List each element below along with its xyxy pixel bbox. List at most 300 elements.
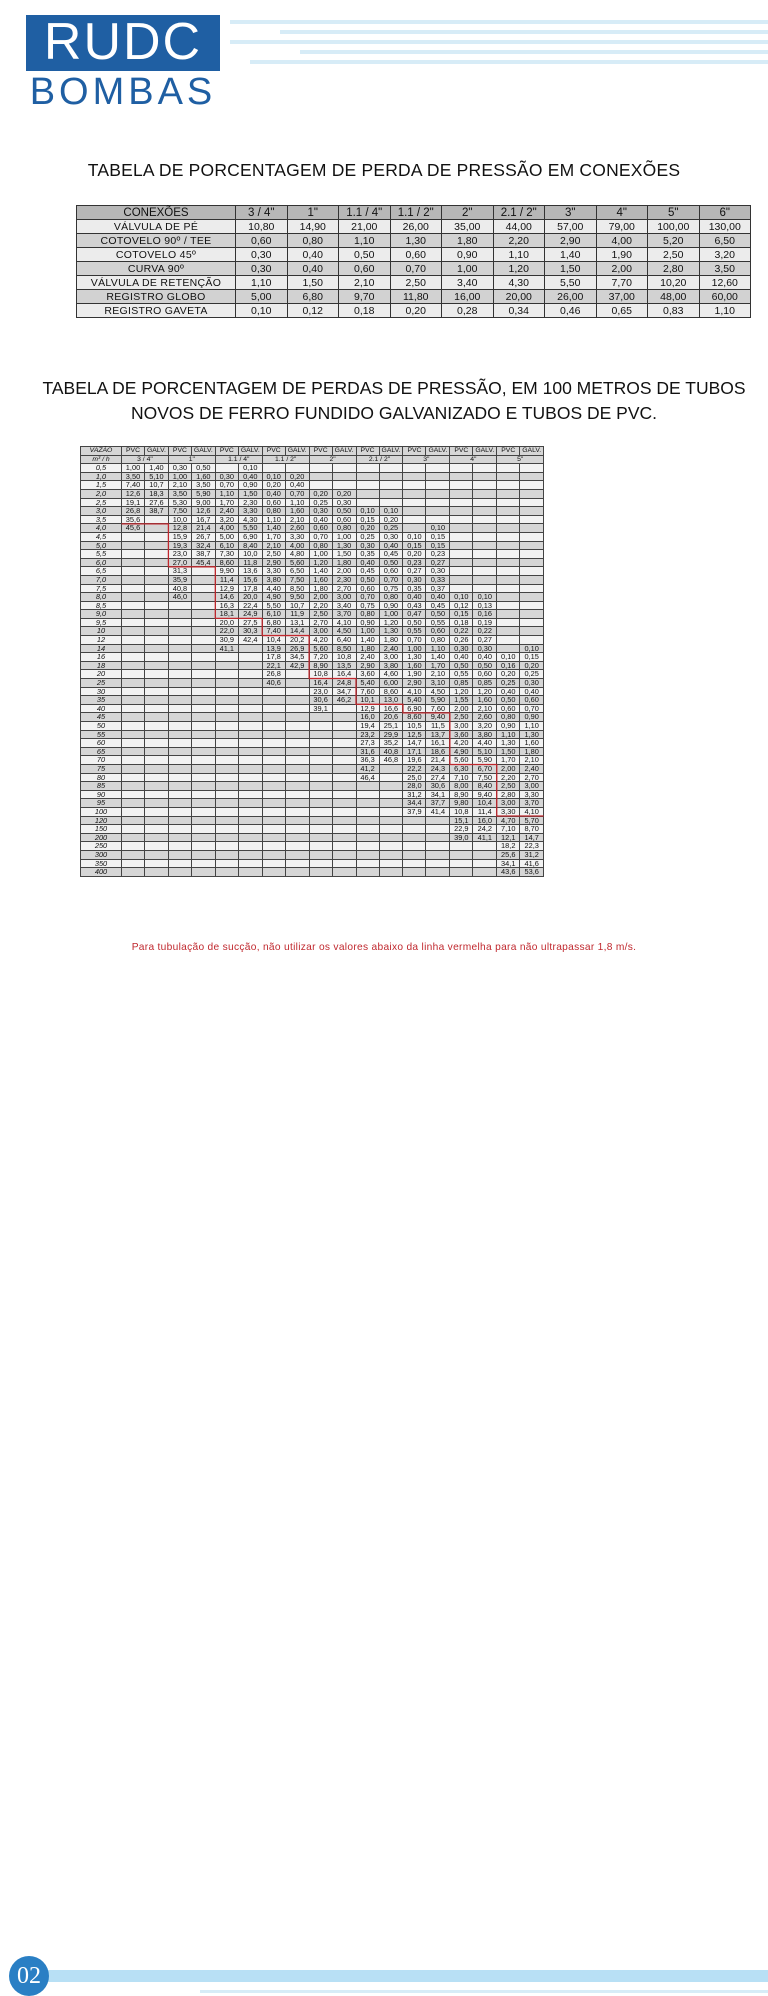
table-row (81, 627, 544, 636)
loss-value: 1,00 (332, 532, 356, 541)
loss-value: 1,60 (309, 575, 332, 584)
flow-value: 9,0 (81, 610, 122, 619)
size-header: 3" (403, 455, 450, 464)
loss-value: 31,3 (168, 567, 191, 576)
loss-value: 22,0 (215, 627, 238, 636)
loss-value: 4,20 (450, 739, 473, 748)
loss-value (497, 601, 520, 610)
material-header: PVC (356, 447, 379, 456)
table-row (81, 507, 544, 516)
loss-value (191, 661, 215, 670)
pipe-loss-table (80, 446, 544, 877)
loss-value (122, 773, 145, 782)
loss-value (403, 868, 426, 877)
loss-value (520, 550, 544, 559)
loss-value: 13,0 (379, 696, 403, 705)
loss-value (426, 481, 450, 490)
loss-value (215, 790, 238, 799)
loss-value: 12,6 (191, 507, 215, 516)
loss-value: 0,40 (473, 653, 497, 662)
loss-value: 13,6 (238, 567, 262, 576)
loss-value (262, 799, 285, 808)
loss-value (215, 756, 238, 765)
flow-value: 0,5 (81, 464, 122, 473)
loss-value (145, 644, 169, 653)
flow-value: 60 (81, 739, 122, 748)
flow-value: 200 (81, 833, 122, 842)
loss-value: 7,50 (473, 773, 497, 782)
loss-value: 0,23 (426, 550, 450, 559)
loss-value: 9,40 (473, 790, 497, 799)
loss-value (473, 472, 497, 481)
loss-value (262, 825, 285, 834)
loss-value: 2,40 (520, 764, 544, 773)
loss-value (473, 498, 497, 507)
header (0, 0, 768, 120)
loss-value: 0,70 (356, 593, 379, 602)
loss-value (332, 859, 356, 868)
loss-value (122, 567, 145, 576)
flow-value: 1,5 (81, 481, 122, 490)
table-row (81, 722, 544, 731)
loss-value (520, 541, 544, 550)
loss-value (379, 790, 403, 799)
loss-value: 0,90 (356, 618, 379, 627)
loss-value (379, 764, 403, 773)
loss-value: 10,7 (285, 601, 309, 610)
loss-value: 1,40 (262, 524, 285, 533)
material-header: PVC (215, 447, 238, 456)
loss-value (122, 696, 145, 705)
loss-value (168, 859, 191, 868)
loss-value (145, 722, 169, 731)
loss-value (238, 747, 262, 756)
loss-value: 1,50 (332, 550, 356, 559)
loss-value: 10,8 (309, 670, 332, 679)
loss-value: 2,70 (332, 584, 356, 593)
cell-value: 6,50 (699, 234, 751, 248)
loss-value: 16,4 (332, 670, 356, 679)
loss-value: 2,80 (497, 790, 520, 799)
loss-value: 0,20 (332, 489, 356, 498)
loss-value: 41,2 (356, 764, 379, 773)
loss-value (520, 472, 544, 481)
cell-value: 1,00 (442, 262, 494, 276)
flow-value: 250 (81, 842, 122, 851)
loss-value: 2,10 (520, 756, 544, 765)
cell-value: 10,20 (648, 276, 700, 290)
loss-value (332, 842, 356, 851)
loss-value (191, 790, 215, 799)
loss-value (262, 790, 285, 799)
column-header-size: 1.1 / 2" (390, 206, 442, 220)
loss-value: 0,40 (403, 593, 426, 602)
loss-value (215, 464, 238, 473)
loss-value (168, 799, 191, 808)
loss-value (473, 859, 497, 868)
loss-value (332, 739, 356, 748)
loss-value: 0,10 (379, 507, 403, 516)
loss-value (145, 842, 169, 851)
cell-value: 1,30 (390, 234, 442, 248)
loss-value (238, 722, 262, 731)
loss-value: 4,50 (332, 627, 356, 636)
loss-value (426, 464, 450, 473)
table-row (81, 799, 544, 808)
loss-value: 22,2 (403, 764, 426, 773)
loss-value: 8,50 (285, 584, 309, 593)
loss-value (356, 782, 379, 791)
cell-value: 0,46 (545, 304, 597, 318)
loss-value (145, 550, 169, 559)
loss-value (168, 713, 191, 722)
loss-value: 0,50 (191, 464, 215, 473)
loss-value (520, 507, 544, 516)
loss-value (191, 636, 215, 645)
loss-value: 0,75 (356, 601, 379, 610)
loss-value: 0,20 (379, 515, 403, 524)
loss-value (497, 610, 520, 619)
loss-value: 0,10 (426, 524, 450, 533)
loss-value (450, 541, 473, 550)
loss-value (379, 481, 403, 490)
loss-value (309, 790, 332, 799)
loss-value (238, 696, 262, 705)
loss-value: 0,23 (403, 558, 426, 567)
loss-value (262, 859, 285, 868)
row-label: VÁLVULA DE PÉ (77, 220, 236, 234)
loss-value (497, 515, 520, 524)
loss-value: 26,8 (262, 670, 285, 679)
loss-value: 17,8 (262, 653, 285, 662)
loss-value: 0,30 (356, 541, 379, 550)
loss-value: 29,9 (379, 730, 403, 739)
cell-value: 0,40 (287, 248, 339, 262)
loss-value (450, 550, 473, 559)
loss-value (426, 859, 450, 868)
cell-value: 0,83 (648, 304, 700, 318)
loss-value (520, 464, 544, 473)
table2-title: TABELA DE PORCENTAGEM DE PERDAS DE PRESSÃO, EM 100 METROS DE TUBOS NOVOS DE FERRO FUNDIDO GALVANIZADO E TUBOS DE PVC. (42, 378, 746, 423)
loss-value (403, 515, 426, 524)
cell-value: 57,00 (545, 220, 597, 234)
loss-value: 0,30 (332, 498, 356, 507)
loss-value: 8,90 (309, 661, 332, 670)
loss-value (168, 790, 191, 799)
loss-value (215, 661, 238, 670)
loss-value (168, 636, 191, 645)
loss-value: 42,9 (285, 661, 309, 670)
table-row (81, 567, 544, 576)
loss-value: 0,40 (238, 472, 262, 481)
loss-value (122, 850, 145, 859)
loss-value: 22,3 (520, 842, 544, 851)
loss-value: 8,60 (403, 713, 426, 722)
loss-value: 7,10 (450, 773, 473, 782)
flow-value: 9,5 (81, 618, 122, 627)
loss-value: 0,60 (520, 696, 544, 705)
loss-value (122, 833, 145, 842)
loss-value: 40,8 (168, 584, 191, 593)
loss-value: 4,70 (497, 816, 520, 825)
loss-value (520, 593, 544, 602)
loss-value (191, 782, 215, 791)
loss-value (122, 584, 145, 593)
loss-value (215, 807, 238, 816)
table-row (77, 248, 751, 262)
table-row (81, 859, 544, 868)
loss-value: 0,80 (262, 507, 285, 516)
loss-value (285, 696, 309, 705)
flow-value: 6,0 (81, 558, 122, 567)
loss-value (473, 507, 497, 516)
table-row (81, 842, 544, 851)
loss-value: 1,00 (168, 472, 191, 481)
loss-value (356, 481, 379, 490)
loss-value: 0,15 (426, 541, 450, 550)
loss-value: 6,90 (238, 532, 262, 541)
loss-value: 8,60 (215, 558, 238, 567)
loss-value: 0,33 (426, 575, 450, 584)
loss-value (332, 464, 356, 473)
loss-value (262, 730, 285, 739)
loss-value (215, 696, 238, 705)
loss-value (145, 532, 169, 541)
loss-value (145, 816, 169, 825)
loss-value: 1,30 (520, 730, 544, 739)
loss-value (122, 764, 145, 773)
loss-value (215, 868, 238, 877)
loss-value (450, 489, 473, 498)
material-header: GALV. (473, 447, 497, 456)
loss-value: 46,0 (168, 593, 191, 602)
loss-value (285, 825, 309, 834)
loss-value: 0,40 (285, 481, 309, 490)
loss-value: 38,7 (191, 550, 215, 559)
loss-value: 16,3 (215, 601, 238, 610)
loss-value: 2,90 (403, 679, 426, 688)
loss-value (122, 747, 145, 756)
cell-value: 4,00 (596, 234, 648, 248)
loss-value (473, 550, 497, 559)
footer-bar (36, 1970, 768, 1982)
loss-value: 0,30 (403, 575, 426, 584)
column-header-size: 1.1 / 4" (339, 206, 391, 220)
loss-value (473, 567, 497, 576)
loss-value (450, 507, 473, 516)
cell-value: 1,50 (287, 276, 339, 290)
loss-value (332, 713, 356, 722)
loss-value: 1,55 (450, 696, 473, 705)
loss-value: 2,30 (238, 498, 262, 507)
flow-value: 85 (81, 782, 122, 791)
cell-value: 4,30 (493, 276, 545, 290)
table-row (77, 276, 751, 290)
flow-value: 120 (81, 816, 122, 825)
material-header: PVC (122, 447, 145, 456)
loss-value (238, 713, 262, 722)
loss-value (122, 679, 145, 688)
loss-value: 0,10 (450, 593, 473, 602)
loss-value: 0,40 (450, 653, 473, 662)
loss-value (426, 850, 450, 859)
loss-value: 1,40 (426, 653, 450, 662)
cell-value: 2,90 (545, 234, 597, 248)
loss-value: 41,6 (520, 859, 544, 868)
loss-value (145, 661, 169, 670)
flow-value: 150 (81, 825, 122, 834)
loss-value: 0,10 (403, 532, 426, 541)
loss-value (215, 713, 238, 722)
loss-value: 41,1 (215, 644, 238, 653)
loss-value (356, 807, 379, 816)
table-row (81, 532, 544, 541)
loss-value: 35,2 (379, 739, 403, 748)
loss-value (497, 627, 520, 636)
loss-value (332, 782, 356, 791)
loss-value: 0,13 (473, 601, 497, 610)
loss-value (285, 790, 309, 799)
loss-value (168, 730, 191, 739)
loss-value (191, 679, 215, 688)
loss-value: 2,00 (332, 567, 356, 576)
loss-value (238, 764, 262, 773)
size-header: 3 / 4" (122, 455, 169, 464)
loss-value: 9,00 (191, 498, 215, 507)
cell-value: 1,10 (699, 304, 751, 318)
loss-value: 43,6 (497, 868, 520, 877)
loss-value: 0,60 (426, 627, 450, 636)
loss-value: 16,0 (356, 713, 379, 722)
material-header: GALV. (520, 447, 544, 456)
loss-value (168, 610, 191, 619)
loss-value (238, 790, 262, 799)
loss-value (356, 489, 379, 498)
loss-value: 0,70 (403, 636, 426, 645)
table-row (77, 290, 751, 304)
loss-value: 0,55 (403, 627, 426, 636)
loss-value: 2,10 (426, 670, 450, 679)
loss-value: 4,80 (285, 550, 309, 559)
loss-value (262, 687, 285, 696)
loss-value: 0,40 (520, 687, 544, 696)
loss-value (520, 618, 544, 627)
loss-value: 1,30 (403, 653, 426, 662)
loss-value: 10,4 (473, 799, 497, 808)
loss-value: 0,50 (450, 661, 473, 670)
loss-value (379, 464, 403, 473)
loss-value (238, 661, 262, 670)
loss-value: 3,20 (473, 722, 497, 731)
loss-value (191, 868, 215, 877)
loss-value (356, 842, 379, 851)
loss-value (168, 653, 191, 662)
loss-value (215, 859, 238, 868)
loss-value (122, 807, 145, 816)
loss-value (215, 816, 238, 825)
loss-value: 0,10 (497, 653, 520, 662)
row-label: COTOVELO 90º / TEE (77, 234, 236, 248)
column-header-conexoes: CONEXÕES (77, 206, 236, 220)
loss-value (332, 825, 356, 834)
loss-value: 21,4 (426, 756, 450, 765)
cell-value: 1,20 (493, 262, 545, 276)
loss-value: 37,7 (426, 799, 450, 808)
loss-value (403, 833, 426, 842)
loss-value: 31,2 (403, 790, 426, 799)
loss-value: 1,40 (309, 567, 332, 576)
loss-value (145, 575, 169, 584)
loss-value: 17,1 (403, 747, 426, 756)
loss-value: 1,30 (497, 739, 520, 748)
flow-value: 5,5 (81, 550, 122, 559)
loss-value (191, 842, 215, 851)
loss-value: 4,50 (426, 687, 450, 696)
loss-value (356, 799, 379, 808)
loss-value (262, 842, 285, 851)
loss-value: 10,5 (403, 722, 426, 731)
loss-value: 0,60 (356, 584, 379, 593)
loss-value: 2,70 (309, 618, 332, 627)
loss-value: 4,60 (379, 670, 403, 679)
loss-value (497, 532, 520, 541)
loss-value (168, 816, 191, 825)
loss-value (145, 850, 169, 859)
loss-value: 0,40 (426, 593, 450, 602)
loss-value: 2,10 (285, 515, 309, 524)
loss-value (285, 833, 309, 842)
loss-value: 1,60 (473, 696, 497, 705)
loss-value (168, 601, 191, 610)
logo-subtitle: BOMBAS (29, 71, 217, 113)
loss-value: 4,40 (473, 739, 497, 748)
loss-value: 0,45 (426, 601, 450, 610)
loss-value (191, 764, 215, 773)
loss-value (238, 679, 262, 688)
loss-value (285, 730, 309, 739)
loss-value: 0,12 (450, 601, 473, 610)
loss-value (309, 807, 332, 816)
loss-value: 5,70 (520, 816, 544, 825)
loss-value (520, 627, 544, 636)
loss-value: 14,7 (520, 833, 544, 842)
loss-value: 22,9 (450, 825, 473, 834)
loss-value (473, 524, 497, 533)
loss-value: 9,90 (215, 567, 238, 576)
loss-value: 3,40 (332, 601, 356, 610)
loss-value: 5,90 (473, 756, 497, 765)
flow-value: 6,5 (81, 567, 122, 576)
loss-value: 0,55 (450, 670, 473, 679)
loss-value: 0,20 (520, 661, 544, 670)
loss-value (168, 679, 191, 688)
loss-value: 46,8 (379, 756, 403, 765)
loss-value: 1,80 (379, 636, 403, 645)
loss-value (285, 679, 309, 688)
loss-value (238, 825, 262, 834)
loss-value: 1,60 (285, 507, 309, 516)
loss-value: 1,20 (473, 687, 497, 696)
loss-value (122, 593, 145, 602)
loss-value (520, 481, 544, 490)
loss-value: 0,30 (450, 644, 473, 653)
loss-value (122, 713, 145, 722)
material-header: PVC (497, 447, 520, 456)
loss-value (122, 601, 145, 610)
loss-value (122, 730, 145, 739)
loss-value: 0,27 (473, 636, 497, 645)
loss-value: 1,80 (356, 644, 379, 653)
